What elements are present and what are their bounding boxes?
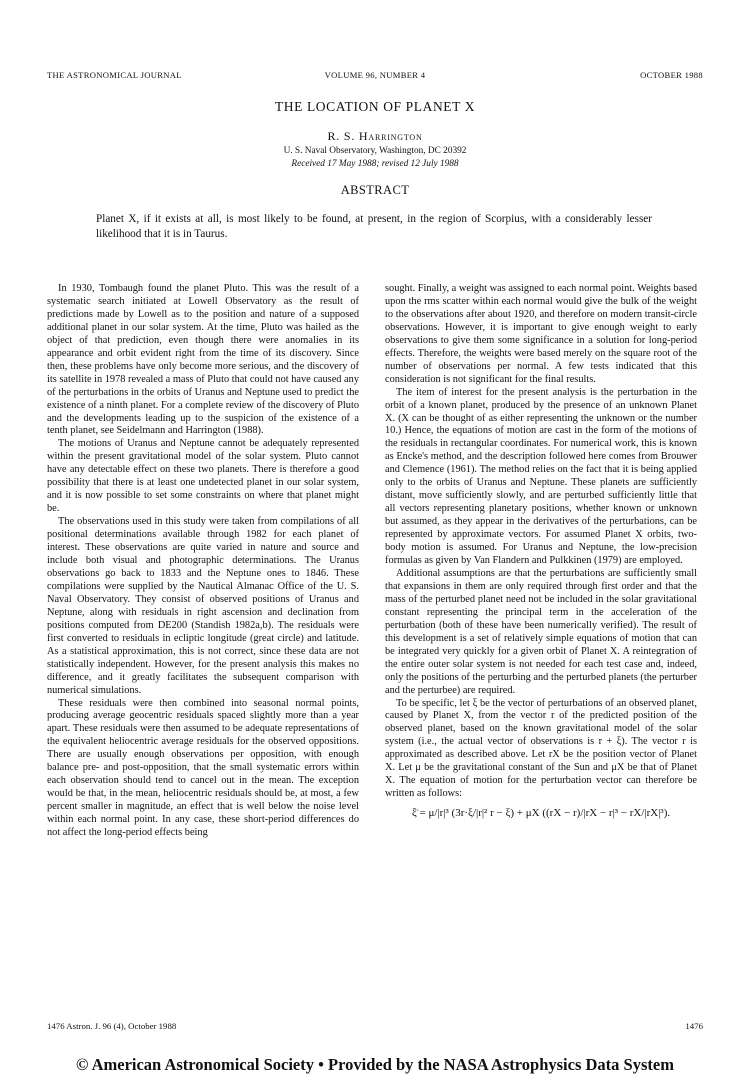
right-column bbox=[385, 283, 697, 820]
issue-date: OCTOBER 1988 bbox=[640, 70, 703, 80]
equation-plus: + bbox=[516, 807, 524, 820]
paragraph: The motions of Uranus and Neptune cannot be adequately represented within the present gravitational model of the solar system. Pluto cannot have any detectable effect on these two planets. There is therefore a good possibility that there is at least one undetected planet in our solar system, and it is now possible to set some constraints on where that planet might be. bbox=[47, 438, 359, 515]
received-dates: Received 17 May 1988; revised 12 July 1988 bbox=[291, 159, 459, 169]
article-title: THE LOCATION OF PLANET X bbox=[274, 99, 476, 114]
footer-page-number: 1476 bbox=[685, 1021, 703, 1031]
paragraph: Additional assumptions are that the perturbations are sufficiently small that expansions in them are only required through first order and that the mass of the perturbed planet need not be included in the solar gravitational constant representing the principal term in the acceleration of the perturbation (both of these have been numerically verified). The result of this development is a set of relatively simple equations of motion that can be integrated very quickly for a given orbit of Planet X. A reintegration of the entire outer solar system is not needed for each test case and, indeed, only the positions of the perturbing and the perturbed planets (the perturber and the perturbee) are required. bbox=[385, 567, 697, 696]
paragraph: The observations used in this study were taken from compilations of all positional determinations available through 1982 for each planet of interest. These observations are quite varied in nature and source and include both visual and photographic determinations. The Uranus observations go back to 1833 and the Neptune ones to 1846. These compilations were supplied by the Nautical Almanac Office of the U. S. Naval Observatory. They consist of observed positions of Uranus and Neptune, along with residuals in right ascension and declination from positions computed from DE200 (Standish 1982a,b). The residuals were first converted to residuals in ecliptic longitude (great circle) and latitude. As a statistical approximation, this is not correct, since these data are not statistically independent. However, for the present analysis this makes no difference, and it greatly facilitates the subsequent comparison with numerical simulations. bbox=[47, 516, 359, 696]
footer-citation: 1476 Astron. J. 96 (4), October 1988 bbox=[47, 1021, 177, 1031]
paragraph: To be specific, let ξ be the vector of perturbations of an observed planet, caused by Planet X, from the vector r of the predicted position of the observed planet, based on the known gravitational model of the solar system (i.e., the actual vector of observations is r + ξ). The vector r is approximated as described above. Let rX be the position vector of Planet X. Let μ be the gravitational constant of the Sun and μX be that of Planet X. The equation of motion for the perturbation vector can therefore be written as follows: bbox=[385, 697, 697, 800]
equation-term-1: μ/|r|³ (3r·ξ/|r|² r − ξ) bbox=[428, 807, 515, 820]
equation-lhs: ξ̈ = bbox=[411, 807, 426, 820]
paragraph: The item of interest for the present analysis is the perturbation in the orbit of a known planet, produced by the presence of an unknown Planet X. (X can be thought of as either representing the unknown or the number 10.) Hence, the equations of motion are cast in the form of the motions of the residuals in rectangular coordinates. For numerical work, this is known as Encke's method, and the description followed here comes from Brouwer and Clemence (1961). The method relies on the fact that it is being applied only to the orbits of Uranus and Neptune. These planets are sufficiently distant, move sufficiently slowly, and are perturbed sufficiently little that all vectors representing planetary positions, whether known or unknown but assumed, as they appear in the derivatives of the perturbations, can be represented by approximate vectors. For assumed Planet X orbits, two-body motion is assumed. For Uranus and Neptune, the low-precision formulas as given by Van Flandern and Pulkkinen (1979) are employed. bbox=[385, 386, 697, 567]
equation-term-2: μX ((rX − r)/|rX − r|³ − rX/|rX|³). bbox=[525, 807, 671, 820]
running-head bbox=[47, 70, 703, 84]
journal-name: THE ASTRONOMICAL JOURNAL bbox=[47, 70, 182, 80]
abstract-text: Planet X, if it exists at all, is most likely to be found, at present, in the region of Scorpius, with a considerably lesser likelihood that it is in Taurus. bbox=[96, 213, 652, 240]
equation-of-motion bbox=[385, 807, 697, 820]
paragraph: These residuals were then combined into seasonal normal points, producing average geocentric residuals spaced slightly more than a year apart. These residuals were then assumed to be adequate representations of the equivalent heliocentric average residuals for the observed oppositions. There are usually enough observations per opposition, with enough balance pre- and post-opposition, that the small systematic errors within each observation should tend to cancel out in the mean. The exception would be that, in the mean, heliocentric residuals should be, at most, a few percent smaller in magnitude, an effect that is well below the noise level within each normal point. In any case, these short-period differences do not affect the long-period effects being bbox=[47, 697, 359, 839]
paragraph: In 1930, Tombaugh found the planet Pluto. This was the result of a systematic search initiated at Lowell Observatory as the result of predictions made by Lowell as to the position and nature of a supposed additional planet in our solar system. At the time, Pluto was hailed as the object of that prediction, even though there were anomalies in its appearance and orbit evident right from the time of its discovery. Since then, these problems have only become more serious, and the discovery of its satellite in 1978 revealed a mass of Pluto that could not have caused any of the perturbations in the orbits of Uranus and Neptune used to predict the existence of a ninth planet. For a complete review of the discovery of Pluto and the developments leading up to the suspicion of the existence of a tenth planet, see Seidelmann and Harrington (1988). bbox=[47, 283, 359, 437]
abstract-heading: ABSTRACT bbox=[340, 183, 410, 197]
paragraph: sought. Finally, a weight was assigned to each normal point. Weights based upon the rms scatter within each normal would give the bulk of the weight to the observations after about 1920, and therefore on modern transit-circle observations. However, it is important to give enough weight to early observations to give them some significance in a solution for long-period effects. Therefore, the weights were based merely on the square root of the number of observations per normal. A few tests indicated that this consideration is not significant for the final results. bbox=[385, 283, 697, 385]
page-footer bbox=[47, 1021, 703, 1035]
ads-banner: © American Astronomical Society • Provided by the NASA Astrophysics Data System bbox=[76, 1055, 674, 1074]
volume-number: VOLUME 96, NUMBER 4 bbox=[324, 70, 426, 80]
left-column bbox=[47, 283, 359, 840]
author-name: R. S. Harrington bbox=[327, 129, 423, 143]
author-affiliation: U. S. Naval Observatory, Washington, DC 20392 bbox=[283, 146, 467, 156]
